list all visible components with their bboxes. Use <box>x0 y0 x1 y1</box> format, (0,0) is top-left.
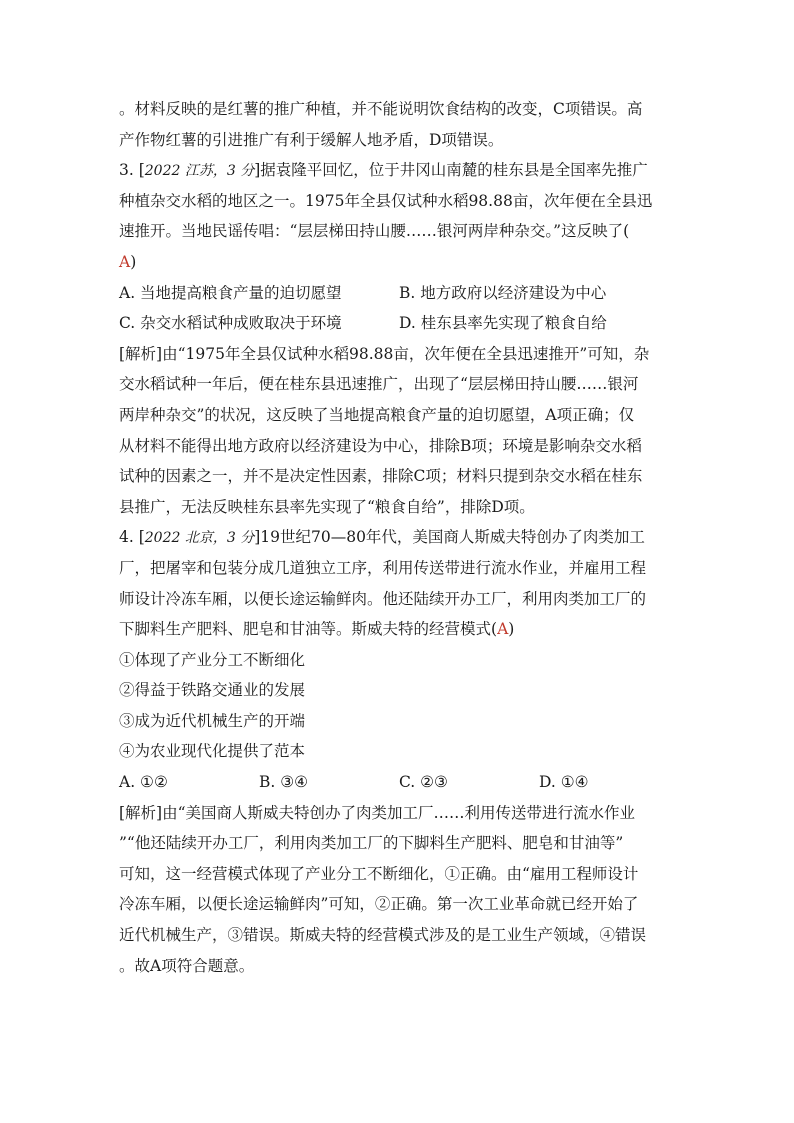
q3-option-b: B. 地方政府以经济建设为中心 <box>399 283 607 302</box>
q4-stem-line-3: 师设计冷冻车厢，以便长途运输鲜肉。他还陆续开办工厂，利用肉类加工厂的 <box>119 589 647 608</box>
q4-stem-text-1: 19世纪70—80年代，美国商人斯威夫特创办了肉类加工 <box>260 528 645 547</box>
q3-source: 2022 江苏，3 分 <box>144 163 255 180</box>
q3-answer: A <box>119 252 131 271</box>
q4-source: 2022 北京，3 分 <box>144 530 255 547</box>
q4-source-close: ] <box>254 528 261 547</box>
intro-line-1: 。材料反映的是红薯的推广种植，并不能说明饮食结构的改变，C项错误。高 <box>119 100 643 118</box>
q4-analysis-line: [解析]由“美国商人斯威夫特创办了肉类加工厂……利用传送带进行流水作业 <box>119 803 636 822</box>
q4-statement: ③成为近代机械生产的开端 <box>119 711 306 730</box>
q3-analysis-line: 从材料不能得出地方政府以经济建设为中心，排除B项；环境是影响杂交水稻 <box>119 436 642 455</box>
q3-option-c: C. 杂交水稻试种成败取决于环境 <box>119 314 342 333</box>
q3-answer-line <box>119 247 679 278</box>
q4-statement: ①体现了产业分工不断细化 <box>119 650 306 669</box>
q3-stem-line-1 <box>119 155 679 186</box>
q3-number: 3. [ <box>119 161 145 180</box>
q3-analysis-line: [解析]由“1975年全县仅试种水稻98.88亩，次年便在全县迅速推开”可知，杂 <box>119 344 650 363</box>
q3-option-d: D. 桂东县率先实现了粮食自给 <box>399 314 607 333</box>
q3-options-row-2 <box>119 308 679 339</box>
q4-options-row <box>119 767 679 798</box>
q4-option-b: B. ③④ <box>259 773 309 792</box>
q3-options-row-1 <box>119 278 679 309</box>
q4-option-a: A. ①② <box>119 773 168 792</box>
q4-stem-line-4 <box>119 614 679 645</box>
q3-source-close: ] <box>254 161 261 180</box>
q4-statement: ②得益于铁路交通业的发展 <box>119 681 306 700</box>
q4-analysis-line: 。故A项符合题意。 <box>119 956 255 975</box>
q4-analysis-line: 近代机械生产，③错误。斯威夫特的经营模式涉及的是工业生产领域，④错误 <box>119 926 647 945</box>
q3-analysis-line: 试种的因素之一，并不是决定性因素，排除C项；材料只提到杂交水稻在桂东 <box>119 467 643 486</box>
q4-answer-paren: ) <box>508 620 515 639</box>
q3-option-a: A. 当地提高粮食产量的迫切愿望 <box>119 283 342 302</box>
q4-analysis-line: ”“他还陆续开办工厂，利用肉类加工厂的下脚料生产肥料、肥皂和甘油等” <box>119 834 624 853</box>
q3-stem-line-2: 种植杂交水稻的地区之一。1975年全县仅试种水稻98.88亩，次年便在全县迅 <box>119 191 653 210</box>
q3-stem-line-3: 速推开。当地民谣传唱：“层层梯田持山腰……银河两岸种杂交。”这反映了( <box>119 222 630 241</box>
intro-line-2: 产作物红薯的引进推广有利于缓解人地矛盾，D项错误。 <box>119 130 504 149</box>
q4-option-d: D. ①④ <box>539 773 589 792</box>
q4-analysis-line: 冷冻车厢，以便长途运输鲜肉”可知，②正确。第一次工业革命就已经开始了 <box>119 895 639 914</box>
q3-analysis-line: 县推广，无法反映桂东县率先实现了“粮食自给”，排除D项。 <box>119 497 535 516</box>
page-content <box>119 94 679 981</box>
q3-analysis-line: 两岸种杂交”的状况，这反映了当地提高粮食产量的迫切愿望，A项正确；仅 <box>119 405 635 424</box>
q4-stem-line-2: 厂，把屠宰和包装分成几道独立工序，利用传送带进行流水作业，并雇用工程 <box>119 558 647 577</box>
q4-answer: A <box>497 620 509 639</box>
q4-statement: ④为农业现代化提供了范本 <box>119 742 306 761</box>
q3-analysis-line: 交水稻试种一年后，便在桂东县迅速推广，出现了“层层梯田持山腰……银河 <box>119 375 639 394</box>
q4-stem-text-4: 下脚料生产肥料、肥皂和甘油等。斯威夫特的经营模式( <box>119 620 498 639</box>
q4-stem-line-1 <box>119 522 679 553</box>
q4-analysis-line: 可知，这一经营模式体现了产业分工不断细化，①正确。由“雇用工程师设计 <box>119 864 639 883</box>
q4-number: 4. [ <box>119 528 145 547</box>
q3-answer-paren: ) <box>130 252 137 271</box>
q3-stem-text-1: 据袁隆平回忆，位于井冈山南麓的桂东县是全国率先推广 <box>260 161 648 180</box>
q4-option-c: C. ②③ <box>399 773 448 792</box>
